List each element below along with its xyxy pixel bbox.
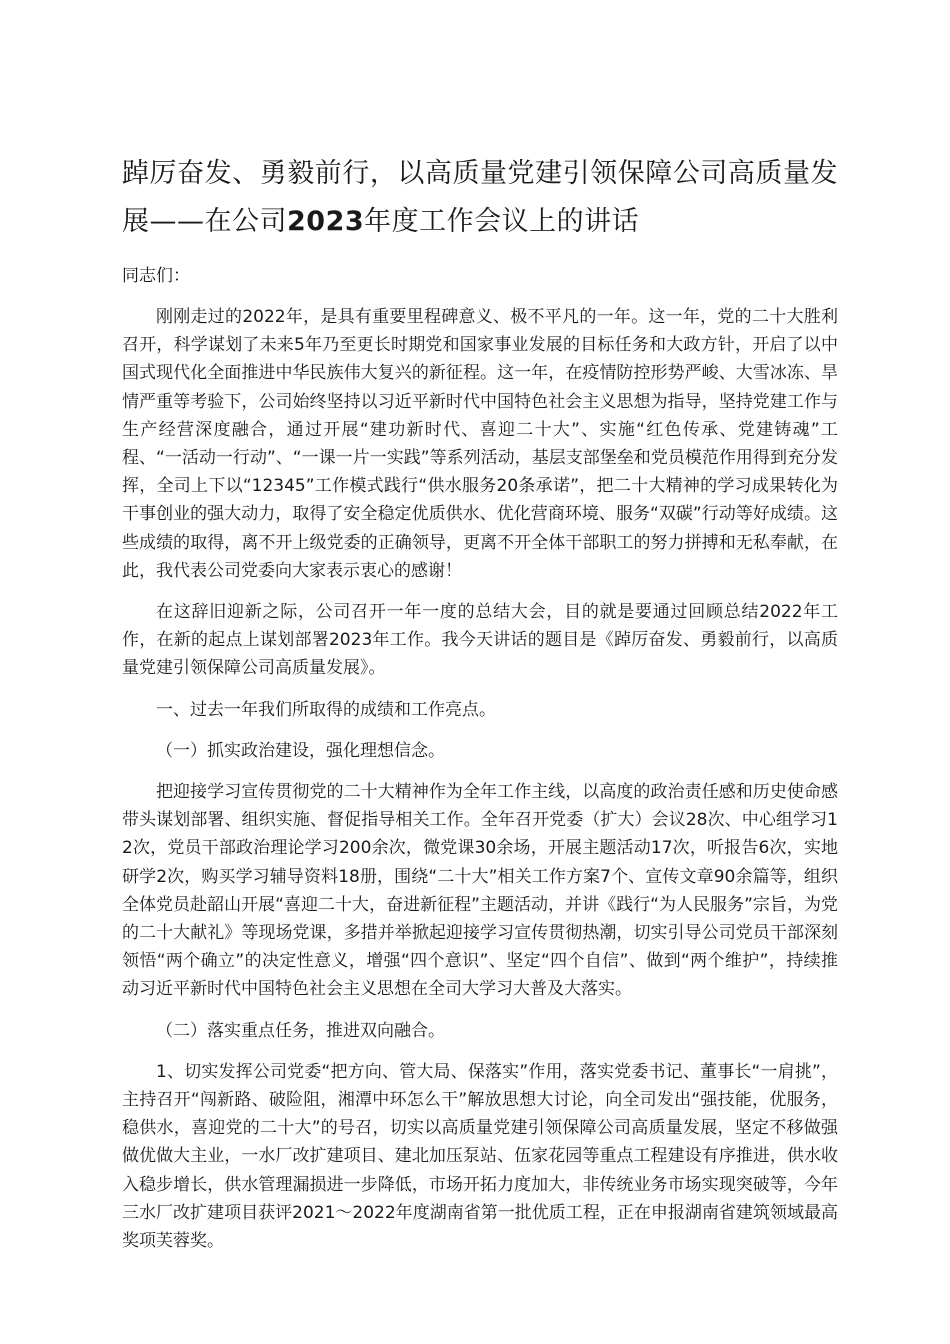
subsection-heading-1: （一）抓实政治建设，强化理想信念。 — [156, 740, 445, 761]
document-title — [122, 150, 838, 246]
salutation: 同志们： — [122, 266, 190, 286]
section-heading-1: 一、过去一年我们所取得的成绩和工作亮点。 — [156, 699, 496, 720]
document-body — [122, 150, 838, 1255]
paragraph-key-tasks: 1、切实发挥公司党委“把方向、管大局、保落实”作用，落实党委书记、董事长“一肩挑”，主持召开“闯新路、破险阻，湘潭中环怎么干”解放思想大讨论，向全司发出“强技能，优服务，稳供水，喜迎党的二十大”的号召，切实以高质量党建引领保障公司高质量发展，坚定不移做强做优做大主业，一水厂改扩建项目、建北加压泵站、伍家花园等重点工程建设有序推进，供水收入稳步增长，供水管理漏损进一步降低，市场开拓力度加大，非传统业务市场实现突破等，今年三水厂改扩建项目获评2021～2022年度湖南省第一批优质工程，正在申报湖南省建筑领域最高奖项芙蓉奖。 — [122, 1061, 838, 1252]
title-year: 2023 — [287, 206, 365, 237]
subsection-heading-2: （二）落实重点任务，推进双向融合。 — [156, 1020, 445, 1041]
paragraph-political-building: 把迎接学习宣传贯彻党的二十大精神作为全年工作主线，以高度的政治责任感和历史使命感带头谋划部署、组织实施、督促指导相关工作。全年召开党委（扩大）会议28次、中心组学习12次，党员干部政治理论学习200余次，微党课30余场，开展主题活动17次，听报告6次，实地研学2次，购买学习辅导资料18册，围绕“二十大”相关工作方案7个、宣传文章90余篇等，组织全体党员赴韶山开展“喜迎二十大，奋进新征程”主题活动，并讲《践行“为人民服务”宗旨，为党的二十大献礼》等现场党课，多措并举掀起迎接学习宣传贯彻热潮，切实引导公司党员干部深刻领悟“两个确立”的决定性意义，增强“四个意识”、坚定“四个自信”、做到“两个维护”，持续推动习近平新时代中国特色社会主义思想在全司大学习大普及大落实。 — [122, 782, 838, 1000]
title-part-1: 踔厉奋发、勇毅前行，以高质量党建引领保障公司高质量发展——在公司 — [122, 158, 838, 237]
paragraph-opening: 刚刚走过的2022年，是具有重要里程碑意义、极不平凡的一年。这一年，党的二十大胜利召开，科学谋划了未来5年乃至更长时期党和国家事业发展的目标任务和大政方针，开启了以中国式现代化全面推进中华民族伟大复兴的新征程。这一年，在疫情防控形势严峻、大雪冰冻、旱情严重等考验下，公司始终坚持以习近平新时代中国特色社会主义思想为指导，坚持党建工作与生产经营深度融合，通过开展“建功新时代、喜迎二十大”、实施“红色传承、党建铸魂”工程、“一活动一行动”、“一课一片一实践”等系列活动，基层支部堡垒和党员模范作用得到充分发挥，全司上下以“12345”工作模式践行“供水服务20条承诺”，把二十大精神的学习成果转化为干事创业的强大动力，取得了安全稳定优质供水、优化营商环境、服务“双碳”行动等好成绩。这些成绩的取得，离不开上级党委的正确领导，更离不开全体干部职工的努力拼搏和无私奉献，在此，我代表公司党委向大家表示衷心的感谢！ — [122, 307, 838, 581]
paragraph-purpose: 在这辞旧迎新之际，公司召开一年一度的总结大会，目的就是要通过回顾总结2022年工作，在新的起点上谋划部署2023年工作。我今天讲话的题目是《踔厉奋发、勇毅前行，以高质量党建引领保障公司高质量发展》。 — [122, 602, 838, 679]
title-part-2: 年度工作会议上的讲话 — [364, 206, 640, 237]
